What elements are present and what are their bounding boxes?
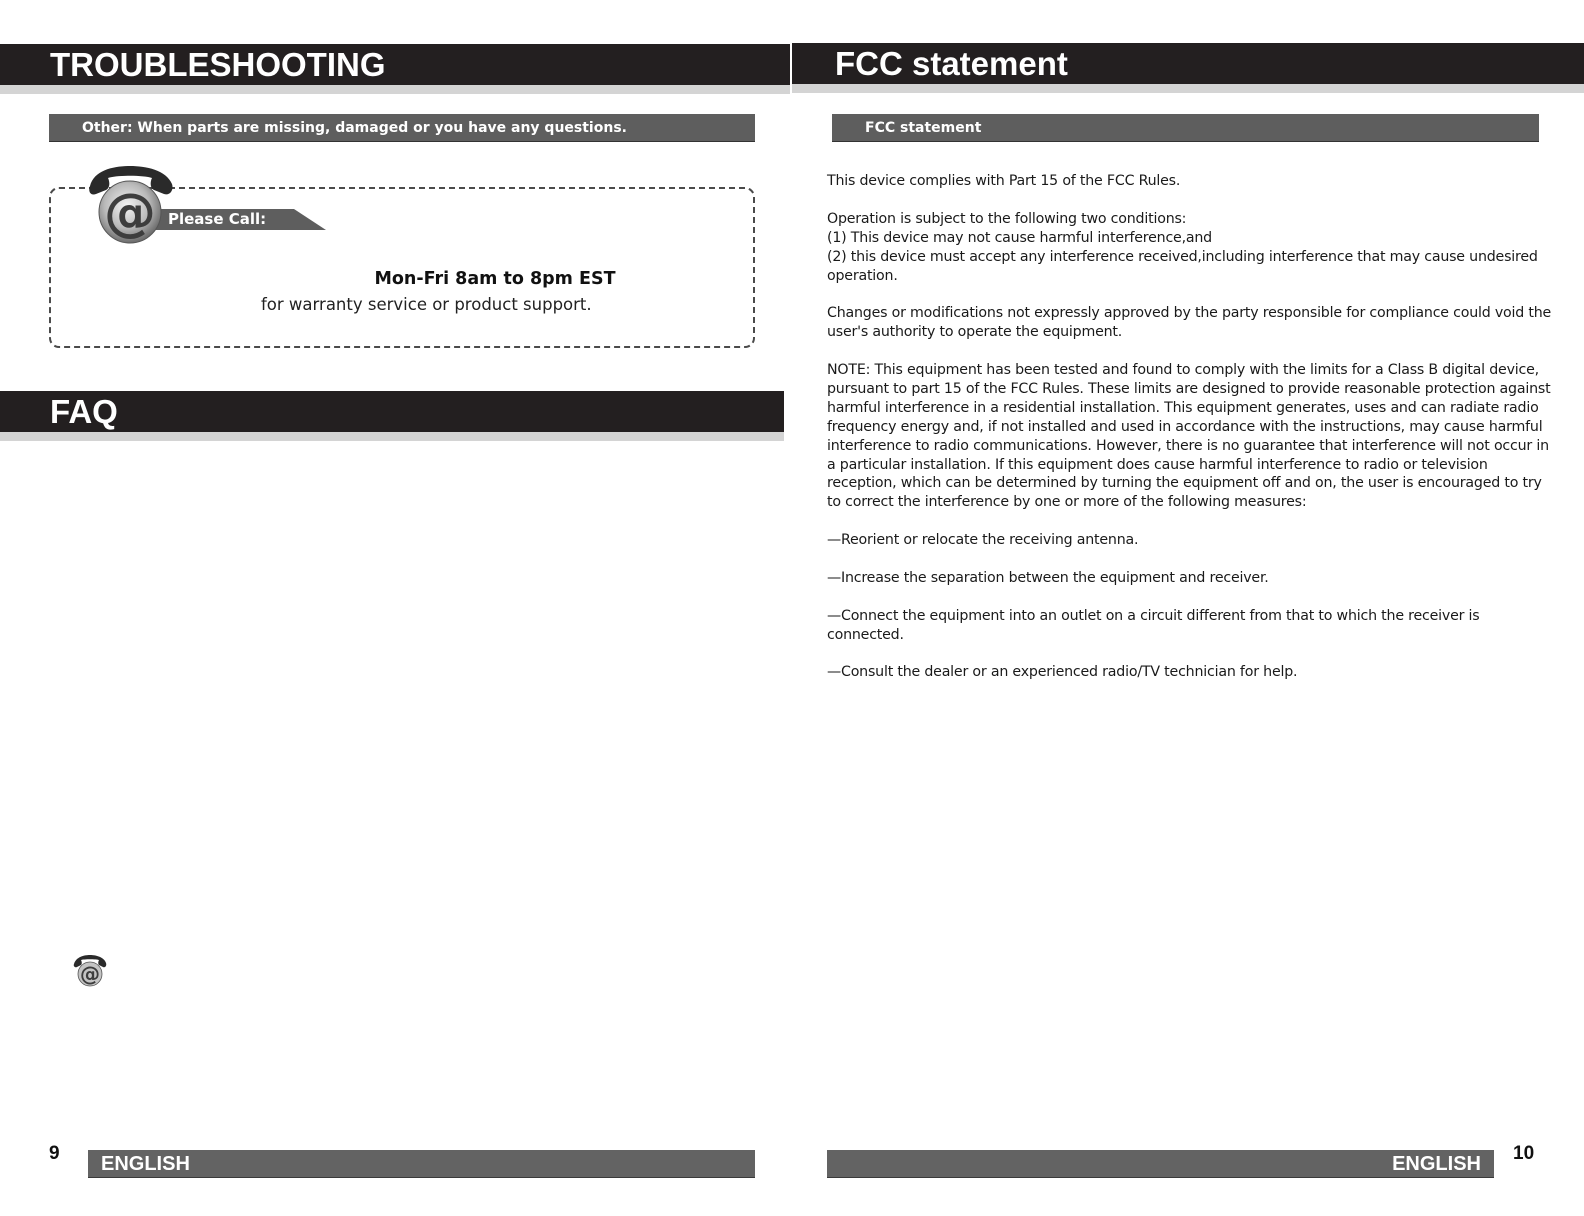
fcc-modifications-paragraph: Changes or modifications not expressly approved by the party responsible for compliance could void the user's authority to operate the equipment.: [827, 305, 1552, 341]
faq-title: FAQ: [50, 393, 118, 430]
svg-text:@: @: [80, 962, 100, 986]
faq-header-rule: [0, 432, 784, 441]
svg-text:@: @: [104, 183, 156, 243]
fcc-measure-3: —Connect the equipment into an outlet on a circuit different from that to which the receiver is connected.: [827, 607, 1480, 643]
telephone-at-icon: [72, 955, 108, 987]
fcc-measure-1: —Reorient or relocate the receiving antenna.: [827, 532, 1139, 549]
footer-language-left: ENGLISH: [101, 1153, 190, 1175]
footer-bar-right: [827, 1150, 1494, 1178]
troubleshooting-header: [0, 44, 790, 85]
support-description: for warranty service or product support.: [261, 295, 592, 314]
fcc-title: FCC statement: [835, 45, 1068, 82]
fcc-condition-2: (2) this device must accept any interference received,including interference that may cause undesired operation.: [827, 248, 1538, 284]
fcc-header-rule: [792, 84, 1584, 93]
left-page: [0, 0, 790, 1216]
fcc-subheader: [832, 114, 1539, 142]
fcc-condition-1: (1) This device may not cause harmful interference,and: [827, 229, 1212, 246]
please-call-label: Please Call:: [168, 210, 267, 228]
fcc-compliance-paragraph: This device complies with Part 15 of the FCC Rules.: [827, 173, 1181, 189]
fcc-conditions-intro: Operation is subject to the following two conditions:: [827, 210, 1187, 227]
other-subheader-text: Other: When parts are missing, damaged or you have any questions.: [82, 120, 627, 136]
fcc-note-paragraph: NOTE: This equipment has been tested and found to comply with the limits for a Class B digital device, pursuant to part 15 of the FCC Rules. These limits are designed to provide reasonable protection against harmful interference in a residential installation. This equipment generates, uses and can radiate radio frequency energy and, if not installed and used in accordance with the instructions, may cause harmful interference to radio communications. However, there is no guarantee that interference will not occur in a particular installation. If this equipment does cause harmful interference to radio or television reception, which can be determined by turning the equipment off and on, the user is encouraged to try to correct the interference by one or more of the following measures:: [827, 362, 1551, 511]
telephone-at-icon: [84, 166, 176, 244]
page-number-left: 9: [49, 1143, 60, 1164]
fcc-measure-4: —Consult the dealer or an experienced radio/TV technician for help.: [827, 664, 1298, 681]
troubleshooting-title: TROUBLESHOOTING: [50, 46, 386, 83]
fcc-measure-2: —Increase the separation between the equipment and receiver.: [827, 569, 1269, 586]
support-hours: Mon-Fri 8am to 8pm EST: [374, 269, 616, 289]
fcc-body: [827, 172, 1557, 701]
other-subheader: [49, 114, 755, 142]
troubleshooting-header-rule: [0, 85, 790, 94]
page-number-right: 10: [1513, 1143, 1535, 1164]
fcc-header: [792, 43, 1584, 84]
footer-bar-left: [88, 1150, 755, 1178]
fcc-subheader-text: FCC statement: [865, 120, 982, 136]
faq-header: [0, 391, 784, 432]
footer-language-right: ENGLISH: [1392, 1153, 1481, 1175]
